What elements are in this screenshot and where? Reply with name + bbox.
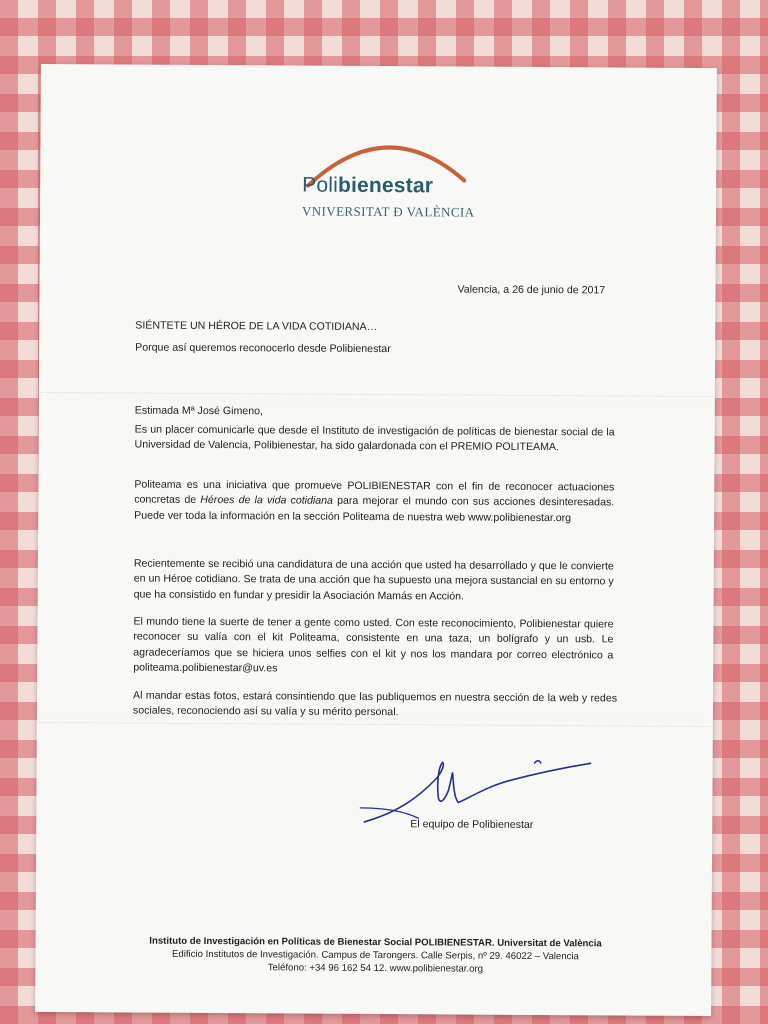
logo-name-suffix: bienestar [337, 173, 434, 198]
paragraph-politeama-b: para mejorar el mundo con sus acciones desinteresadas. Puede ver toda la información en la sección Politeama de nuestra web www.polibienestar.org [134, 495, 615, 525]
letter-date: Valencia, a 26 de junio de 2017 [457, 283, 606, 297]
footer-contact: Teléfono: +34 96 162 54 12. www.polibienestar.org [267, 962, 484, 975]
paragraph-award: Es un placer comunicarle que desde el Instituto de investigación de políticas de bienestar social de la Universidad de Valencia, Polibienestar, ha sido galardonada con el PREMIO POLITEAMA. [134, 423, 615, 454]
letter-greeting: Estimada Mª José Gimeno, [134, 404, 263, 418]
paragraph-consent: Al mandar estas fotos, estará consintiendo que las publiquemos en nuestra sección de la web y redes sociales, reconociendo así su valía y su mérito personal. [132, 689, 618, 719]
logo-university: VNIVERSITAT Ð VALÈNCIA [301, 203, 475, 220]
paragraph-candidacy: Recientemente se recibió una candidatura de una acción que usted ha desarrollado y que le convierte en un Héroe cotidiano. Se trata de una acción que ha supuesto una mejora sustancial en su entorno y que ha consistido en fundar y presidir la Asociación Mamás en Acción. [133, 557, 614, 603]
handwritten-signature-icon [358, 742, 595, 827]
letter-subtitle: Porque así queremos reconocerlo desde Polibienestar [135, 341, 391, 356]
signature-team: El equipo de Polibienestar [410, 818, 534, 831]
logo-name [302, 174, 472, 199]
letter-paper [35, 64, 717, 1016]
letter-footer [95, 934, 655, 976]
footer-address: Edificio Institutos de Investigación. Campus de Tarongers. Calle Serpis, nº 29. 46022 – Valencia [171, 948, 579, 963]
logo-name-prefix: Poli [302, 173, 339, 197]
paper-fold-top [39, 392, 715, 397]
footer-institute: Instituto de Investigación en Políticas de Bienestar Social POLIBIENESTAR. Universitat de València [149, 935, 602, 950]
paragraph-kit: El mundo tiene la suerte de tener a gente como usted. Con este reconocimiento, Polibienestar quiere reconocer su valía con el kit Politeama, consistente en una taza, un bolígrafo y un usb. Le agradeceríamos que se hiciera unos selfies con el kit y nos los mandara por correo electrónico a politeama.polibienestar@uv.es [133, 615, 614, 675]
letter-subject: SIÉNTETE UN HÉROE DE LA VIDA COTIDIANA… [135, 319, 378, 334]
paragraph-politeama [134, 478, 614, 527]
paper-fold-bottom [37, 722, 713, 727]
paragraph-politeama-italic: Héroes de la vida cotidiana [200, 494, 334, 508]
paragraph-politeama-a: Politeama es una iniciativa que promueve POLIBIENESTAR con el fin de reconocer actuaciones concretas de [134, 478, 615, 507]
